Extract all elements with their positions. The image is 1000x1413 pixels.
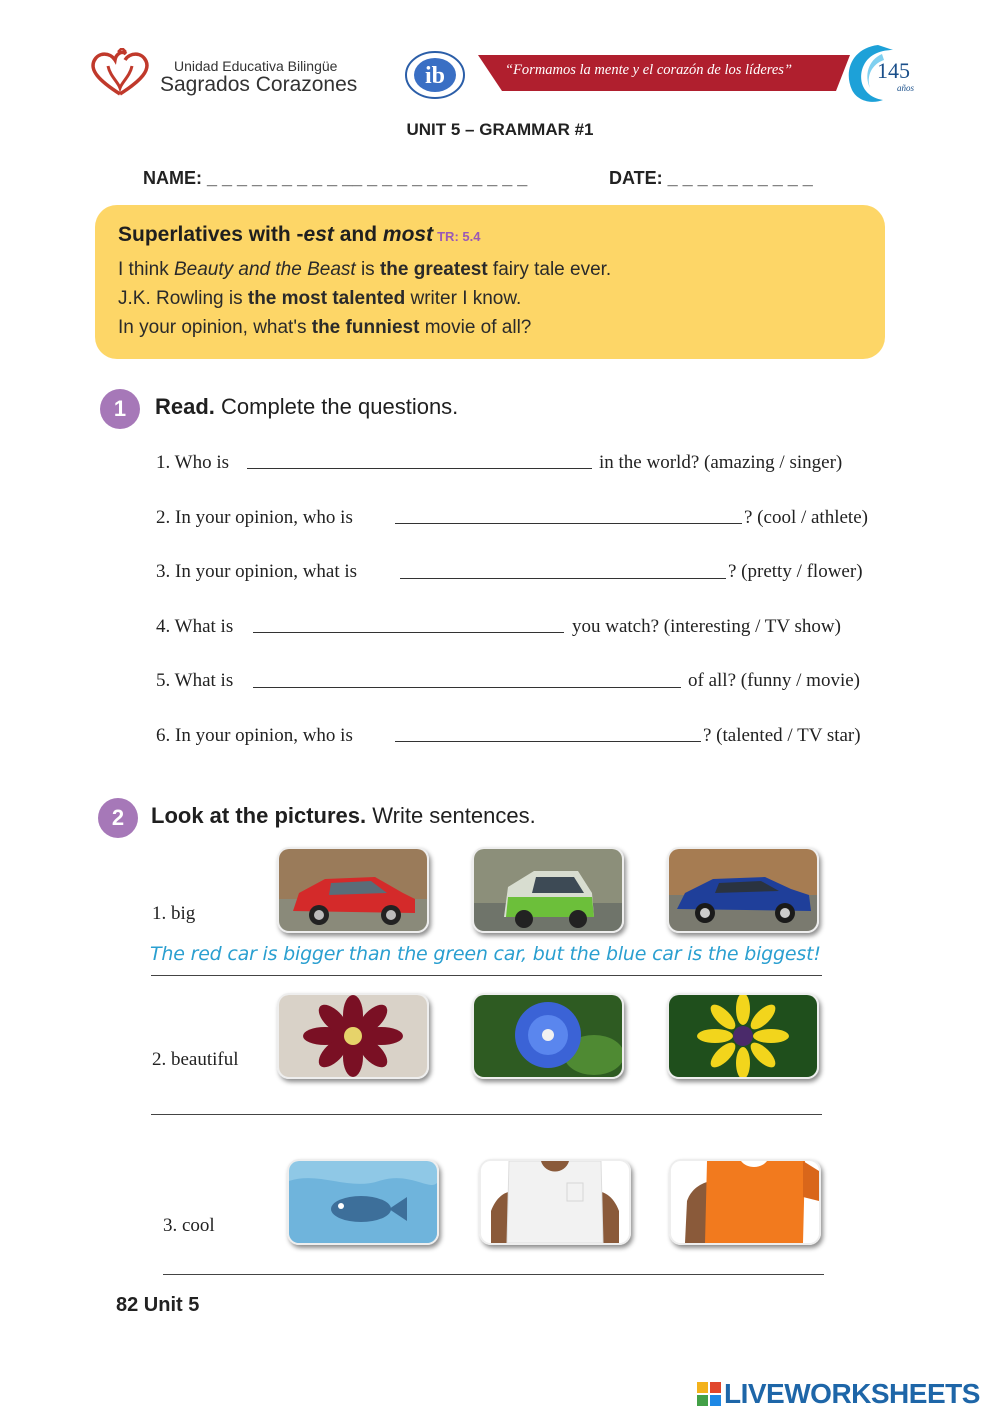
- row-label-big: 1. big: [152, 903, 196, 924]
- answer-blank[interactable]: [400, 577, 726, 579]
- orange-t-shirt-picture: [669, 1159, 821, 1245]
- grammar-example: In your opinion, what's the funniest movie of all?: [118, 317, 532, 338]
- question-hint: in the world? (amazing / singer): [599, 452, 843, 473]
- question-text: 4. What is: [156, 616, 234, 637]
- liveworksheets-icon: [697, 1382, 721, 1406]
- anniversary-word: años: [897, 83, 915, 93]
- page-number: 82 Unit 5: [116, 1294, 200, 1316]
- school-motto: “Formamos la mente y el corazón de los líderes”: [505, 62, 793, 78]
- yellow-flower-picture: [667, 993, 819, 1079]
- example-answer: The red car is bigger than the green car, but the blue car is the biggest!: [150, 943, 821, 965]
- question-text: 1. Who is: [156, 452, 230, 473]
- name-field[interactable]: NAME: _ _ _ _ _ _ _ _ _ __ _ _ _ _ _ _ _ _ _ _ _: [143, 168, 528, 188]
- ib-logo: [404, 50, 466, 100]
- blue-flower-picture: [472, 993, 624, 1079]
- row-label-beautiful: 2. beautiful: [152, 1049, 239, 1070]
- school-heart-logo: [88, 48, 152, 98]
- question-hint: ? (pretty / flower): [728, 561, 863, 582]
- question-hint: ? (talented / TV star): [703, 725, 861, 746]
- track-label: TR: 5.4: [437, 229, 481, 244]
- grammar-example: J.K. Rowling is the most talented writer I know.: [118, 288, 522, 309]
- answer-blank[interactable]: [395, 522, 742, 524]
- answer-blank[interactable]: [253, 631, 564, 633]
- anniversary-number: 145: [877, 58, 910, 83]
- question-hint: of all? (funny / movie): [688, 670, 861, 691]
- answer-line[interactable]: [151, 1113, 822, 1115]
- answer-blank[interactable]: [253, 686, 681, 688]
- answer-line[interactable]: [163, 1273, 824, 1275]
- page-title: UNIT 5 – GRAMMAR #1: [406, 120, 594, 139]
- section-1-heading: Read. Complete the questions.: [155, 394, 459, 419]
- red-flower-picture: [277, 993, 429, 1079]
- question-hint: ? (cool / athlete): [744, 507, 868, 528]
- date-field[interactable]: DATE: _ _ _ _ _ _ _ _ _ _: [609, 168, 813, 188]
- answer-blank[interactable]: [247, 467, 592, 469]
- row-label-cool: 3. cool: [163, 1215, 215, 1236]
- section-1-number: 1: [100, 389, 140, 429]
- fish-t-shirt-picture: [287, 1159, 439, 1245]
- blue-car-picture: [667, 847, 819, 933]
- question-text: 5. What is: [156, 670, 234, 691]
- section-2-heading: Look at the pictures. Write sentences.: [151, 803, 536, 828]
- liveworksheets-watermark[interactable]: LIVEWORKSHEETS: [724, 1378, 980, 1409]
- grammar-example: I think Beauty and the Beast is the greatest fairy tale ever.: [118, 259, 612, 280]
- question-text: 3. In your opinion, what is: [156, 561, 358, 582]
- section-2-number: 2: [98, 798, 138, 838]
- white-t-shirt-picture: [479, 1159, 631, 1245]
- school-name-line2: Sagrados Corazones: [160, 73, 358, 96]
- answer-line[interactable]: [151, 974, 822, 976]
- question-text: 2. In your opinion, who is: [156, 507, 353, 528]
- question-hint: you watch? (interesting / TV show): [572, 616, 841, 637]
- grammar-title: Superlatives with -est and most TR: 5.4: [118, 223, 481, 246]
- answer-blank[interactable]: [395, 740, 701, 742]
- question-text: 6. In your opinion, who is: [156, 725, 353, 746]
- red-car-picture: [277, 847, 429, 933]
- green-smart-car-picture: [472, 847, 624, 933]
- school-name-line1: Unidad Educativa Bilingüe: [174, 58, 338, 74]
- ib-logo-text: ib: [424, 63, 446, 89]
